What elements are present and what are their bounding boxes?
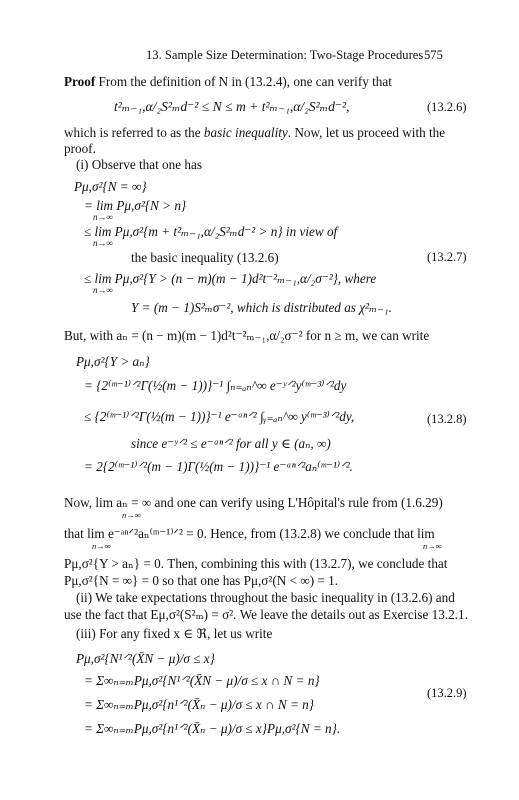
basic-text-b: . Now, let us proceed with the bbox=[287, 125, 446, 140]
part-ii-line-1: (ii) We take expectations throughout the basic inequality in (13.2.6) and bbox=[76, 590, 455, 605]
now-line-1: Now, lim aₙ = ∞ and one can verify using L'Hôpital's rule from (1.6.29) bbox=[64, 495, 443, 510]
part-ii-line-2: use the fact that Eμ,σ²(S²ₘ) = σ². We leave the details out as Exercise 13.2.1. bbox=[64, 607, 468, 622]
proof-intro-line bbox=[64, 74, 392, 90]
equation-13-2-6: t²ₘ₋₁,α/₂S²ₘd⁻² ≤ N ≤ m + t²ₘ₋₁,α/₂S²ₘd⁻², bbox=[114, 99, 350, 114]
equation-number-13-2-6: (13.2.6) bbox=[427, 100, 467, 114]
eq9-line-4: = Σ∞ₙ₌ₘPμ,σ²{n¹ᐟ²(X̄ₙ − μ)/σ ≤ x}Pμ,σ²{N = n}. bbox=[84, 721, 341, 736]
eq9-line-1: Pμ,σ²{N¹ᐟ²(X̄N − μ)/σ ≤ x} bbox=[76, 651, 215, 666]
proof-word-line: proof. bbox=[64, 141, 96, 156]
now-lim-subscript-2: n→∞ bbox=[92, 541, 111, 551]
running-title: 13. Sample Size Determination: Two-Stage Procedures bbox=[146, 48, 424, 62]
eq7-lim-subscript-3: n→∞ bbox=[93, 285, 113, 295]
basic-inequality-term: basic inequality bbox=[203, 125, 288, 140]
equation-number-13-2-8: (13.2.8) bbox=[427, 412, 467, 426]
eq8-line-1: Pμ,σ²{Y > aₙ} bbox=[76, 354, 150, 369]
proof-label: Proof bbox=[64, 74, 96, 89]
equation-number-13-2-9: (13.2.9) bbox=[427, 686, 467, 700]
now-lim-subscript-3: n→∞ bbox=[423, 541, 442, 551]
basic-text-a: which is referred to as the bbox=[64, 125, 204, 140]
now-line-3: Pμ,σ²{Y > aₙ} = 0. Then, combining this with (13.2.7), we conclude that bbox=[64, 556, 448, 571]
now-line-2: that lim e⁻ᵃⁿᐟ²aₙ⁽ᵐ⁻¹⁾ᐟ² = 0. Hence, from (13.2.8) we conclude that lim bbox=[64, 526, 435, 541]
basic-inequality-line bbox=[64, 125, 445, 141]
eq7-line-3: ≤ lim Pμ,σ²{m + t²ₘ₋₁,α/₂S²ₘd⁻² > n} in view of bbox=[84, 224, 338, 239]
eq7-line-1: Pμ,σ²{N = ∞} bbox=[74, 179, 147, 194]
eq8-line-3: ≤ {2⁽ᵐ⁻¹⁾ᐟ²Γ(½(m − 1))}⁻¹ e⁻ᵃⁿᐟ² ∫ᵧ₌ₐₙ^∞ y⁽ᵐ⁻³⁾ᐟ²dy, bbox=[84, 409, 355, 424]
proof-intro: From the definition of N in (13.2.4), one can verify that bbox=[98, 74, 392, 89]
eq7-line-6: Y = (m − 1)S²ₘσ⁻², which is distributed as χ²ₘ₋₁. bbox=[131, 300, 392, 315]
now-lim-subscript-1: n→∞ bbox=[122, 510, 141, 520]
eq7-line-2: = lim Pμ,σ²{N > n} bbox=[84, 198, 187, 213]
equation-number-13-2-7: (13.2.7) bbox=[427, 250, 467, 264]
part-i-heading: (i) Observe that one has bbox=[76, 157, 202, 172]
eq7-lim-subscript-1: n→∞ bbox=[93, 212, 113, 222]
eq7-lim-subscript-2: n→∞ bbox=[93, 238, 113, 248]
eq8-line-5: = 2{2⁽ᵐ⁻¹⁾ᐟ²(m − 1)Γ(½(m − 1))}⁻¹ e⁻ᵃⁿᐟ²aₙ⁽ᵐ⁻¹⁾ᐟ². bbox=[84, 459, 353, 474]
eq8-line-2: = {2⁽ᵐ⁻¹⁾ᐟ²Γ(½(m − 1))}⁻¹ ∫ₙ₌ₐₙ^∞ e⁻ʸᐟ²y⁽ᵐ⁻³⁾ᐟ²dy bbox=[84, 378, 347, 393]
page-number: 575 bbox=[424, 48, 443, 62]
eq9-line-3: = Σ∞ₙ₌ₘPμ,σ²{n¹ᐟ²(X̄ₙ − μ)/σ ≤ x ∩ N = n} bbox=[84, 697, 315, 712]
eq8-line-4: since e⁻ʸᐟ² ≤ e⁻ᵃⁿᐟ² for all y ∈ (aₙ, ∞) bbox=[131, 436, 331, 451]
part-iii-heading: (iii) For any fixed x ∈ ℜ, let us write bbox=[76, 626, 273, 641]
eq9-line-2: = Σ∞ₙ₌ₘPμ,σ²{N¹ᐟ²(X̄N − μ)/σ ≤ x ∩ N = n} bbox=[84, 673, 320, 688]
eq7-line-5: ≤ lim Pμ,σ²{Y > (n − m)(m − 1)d²t⁻²ₘ₋₁,α/₂σ⁻²}, where bbox=[84, 271, 377, 286]
now-line-4: Pμ,σ²{N = ∞} = 0 so that one has Pμ,σ²(N < ∞) = 1. bbox=[64, 573, 339, 588]
eq7-line-4: the basic inequality (13.2.6) bbox=[131, 250, 279, 265]
but-line: But, with aₙ = (n − m)(m − 1)d²t⁻²ₘ₋₁,α/₂σ⁻² for n ≥ m, we can write bbox=[64, 328, 430, 343]
